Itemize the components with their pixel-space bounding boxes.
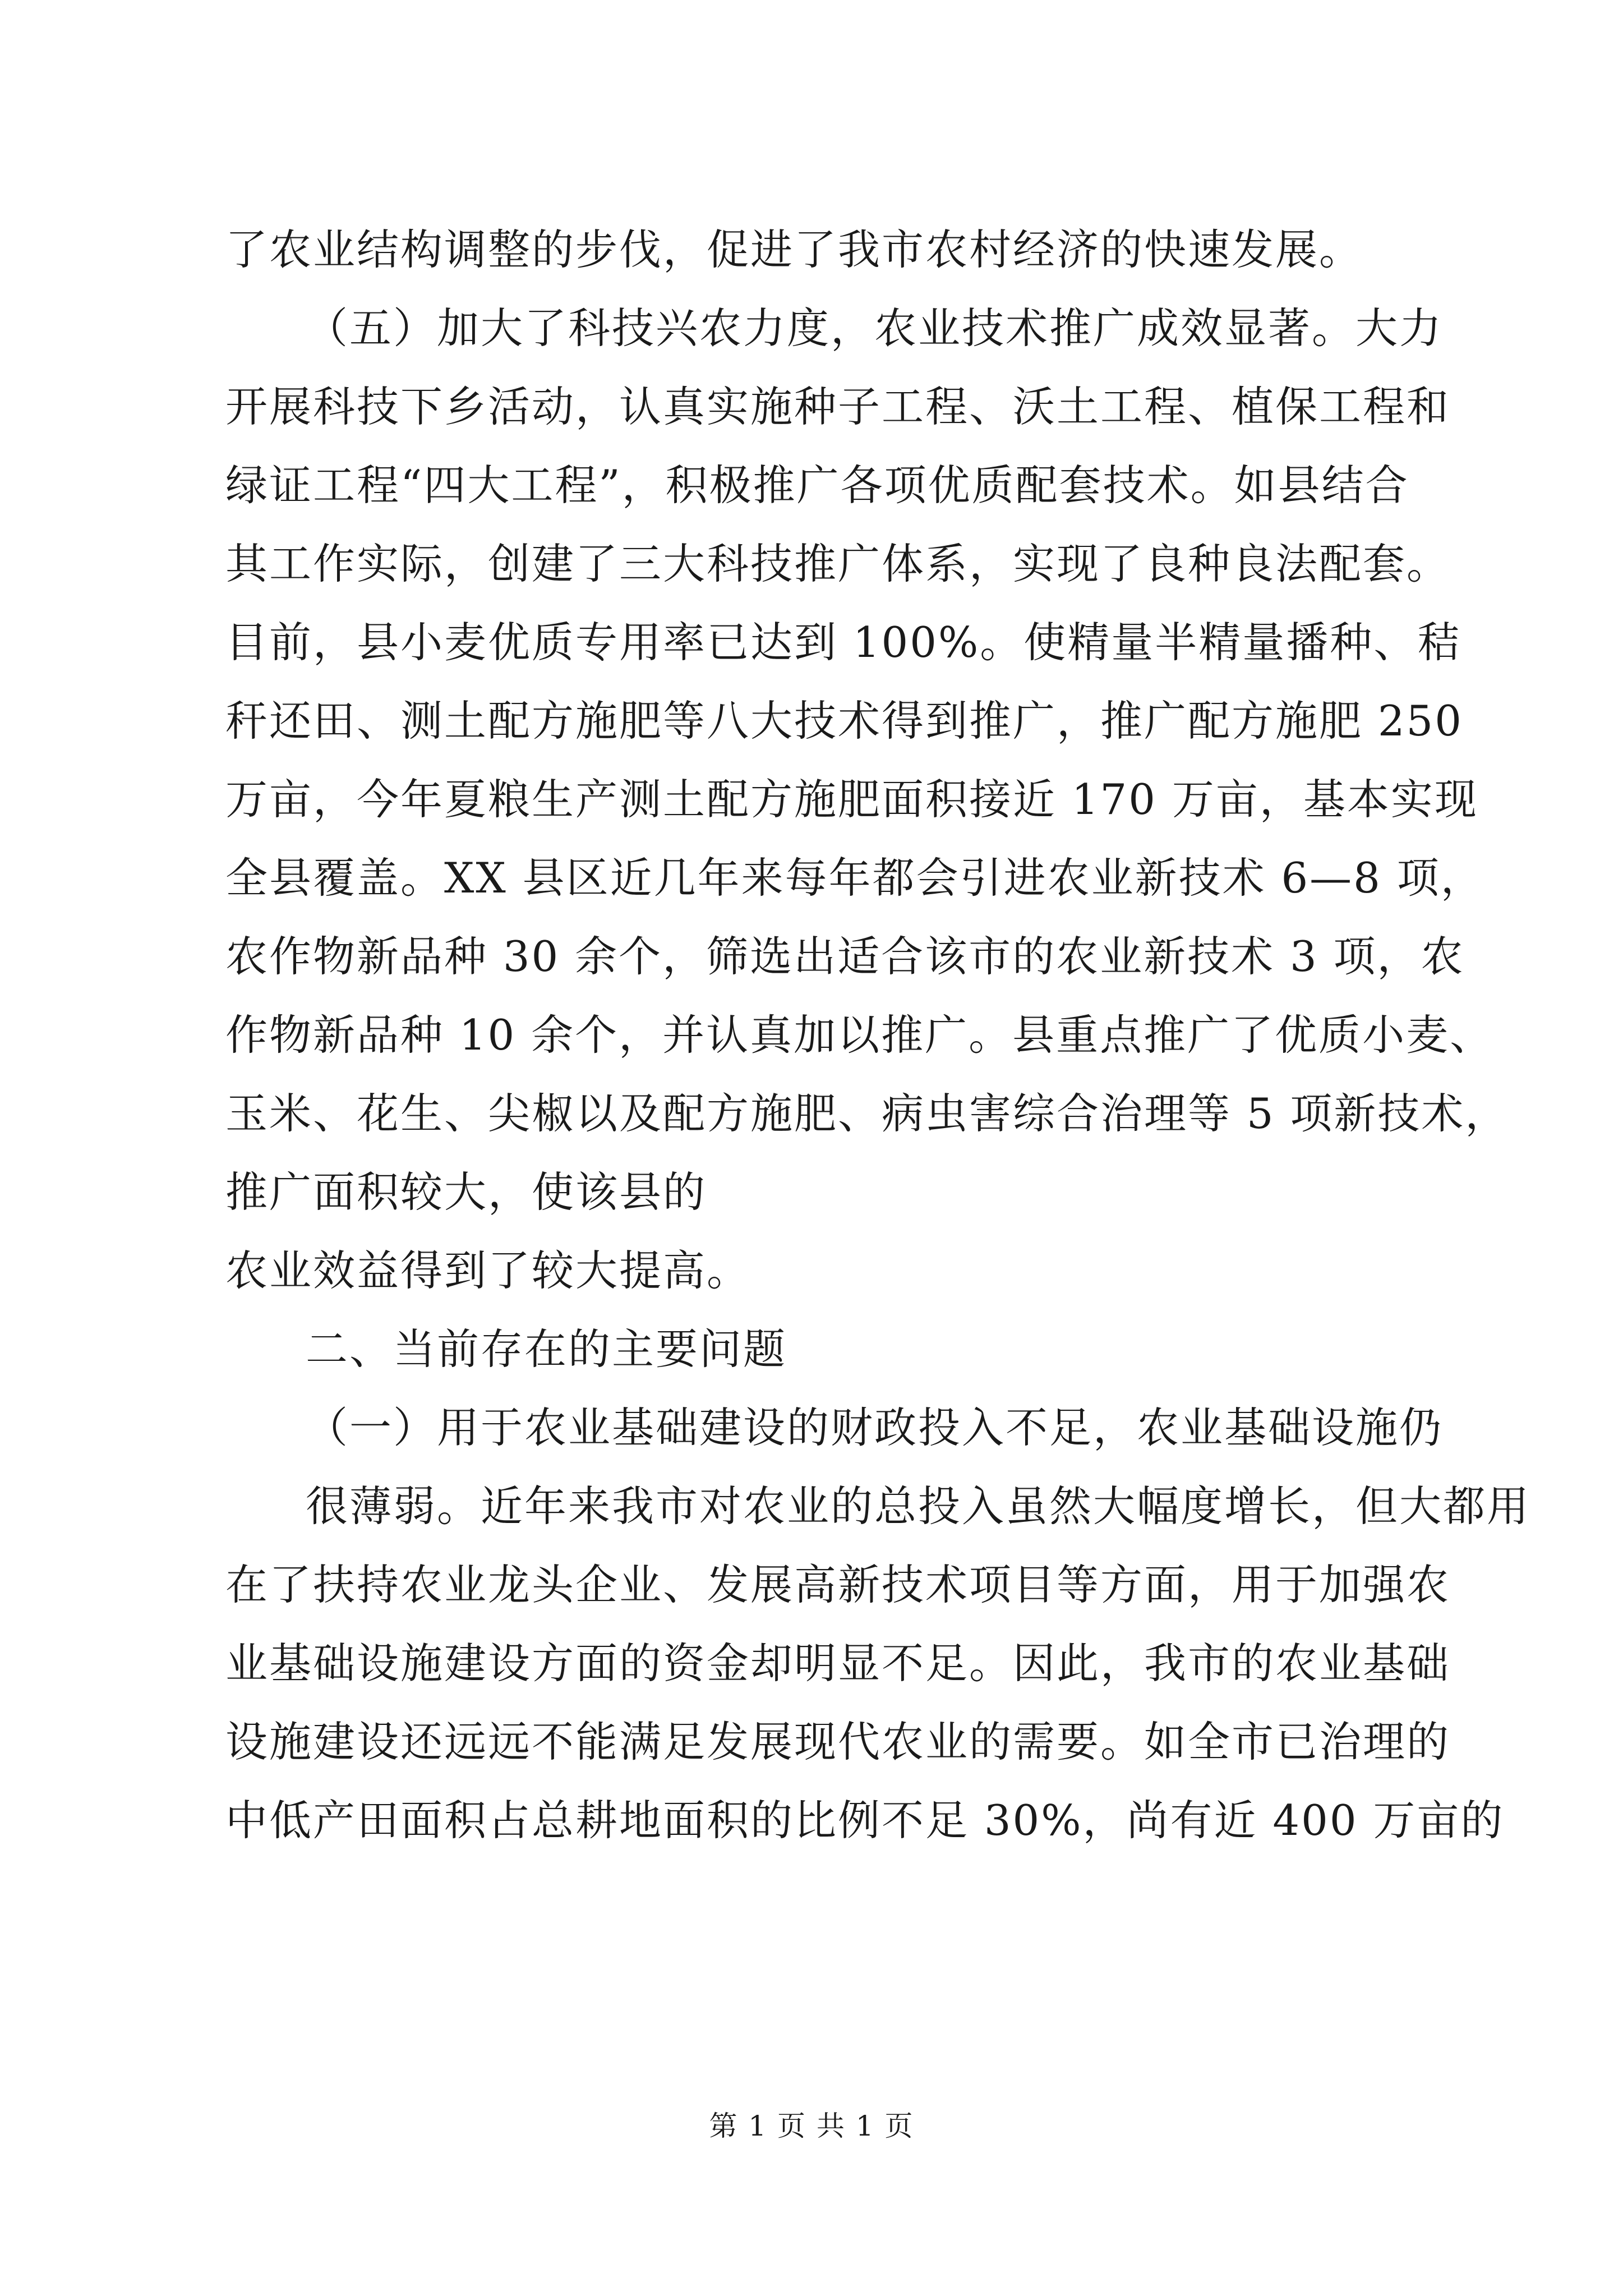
body-text-line: 目前，县小麦优质专用率已达到 100%。使精量半精量播种、秸 <box>225 618 1461 667</box>
body-text-line: 万亩，今年夏粮生产测土配方施肥面积接近 170 万亩，基本实现 <box>225 775 1478 824</box>
body-text-line: 中低产田面积占总耕地面积的比例不足 30%，尚有近 400 万亩的 <box>225 1796 1505 1845</box>
body-text-line: 业基础设施建设方面的资金却明显不足。因此，我市的农业基础 <box>225 1639 1451 1688</box>
body-text-line: 农作物新品种 30 余个，筛选出适合该市的农业新技术 3 项，农 <box>225 932 1465 981</box>
body-text-line: 秆还田、测土配方施肥等八大技术得到推广，推广配方施肥 250 <box>225 696 1463 746</box>
section-heading: 二、当前存在的主要问题 <box>306 1324 787 1374</box>
body-text-line: 设施建设还远远不能满足发展现代农业的需要。如全市已治理的 <box>225 1717 1451 1766</box>
body-text-line: 了农业结构调整的步伐，促进了我市农村经济的快速发展。 <box>225 225 1363 274</box>
subsection-heading-line: （一）用于农业基础建设的财政投入不足，农业基础设施仍 <box>306 1403 1444 1452</box>
body-text-line: 在了扶持农业龙头企业、发展高新技术项目等方面，用于加强农 <box>225 1560 1451 1609</box>
body-text-line: 很薄弱。近年来我市对农业的总投入虽然大幅度增长，但大都用 <box>306 1481 1531 1531</box>
body-text-line: 其工作实际，创建了三大科技推广体系，实现了良种良法配套。 <box>225 539 1451 588</box>
body-text-line: 玉米、花生、尖椒以及配方施肥、病虫害综合治理等 5 项新技术， <box>225 1089 1509 1138</box>
body-text-line: 绿证工程“四大工程”，积极推广各项优质配套技术。如县结合 <box>225 461 1409 510</box>
section-heading-line: （五）加大了科技兴农力度，农业技术推广成效显著。大力 <box>306 303 1444 353</box>
body-text-line: 农业效益得到了较大提高。 <box>225 1246 751 1295</box>
body-text-line: 推广面积较大，使该县的 <box>225 1167 707 1217</box>
body-text-line: 全县覆盖。XX 县区近几年来每年都会引进农业新技术 6—8 项， <box>225 853 1484 903</box>
body-text-line: 开展科技下乡活动，认真实施种子工程、沃土工程、植保工程和 <box>225 382 1451 431</box>
page-footer: 第 1 页 共 1 页 <box>709 2110 914 2142</box>
body-text-line: 作物新品种 10 余个，并认真加以推广。县重点推广了优质小麦、 <box>225 1010 1494 1060</box>
